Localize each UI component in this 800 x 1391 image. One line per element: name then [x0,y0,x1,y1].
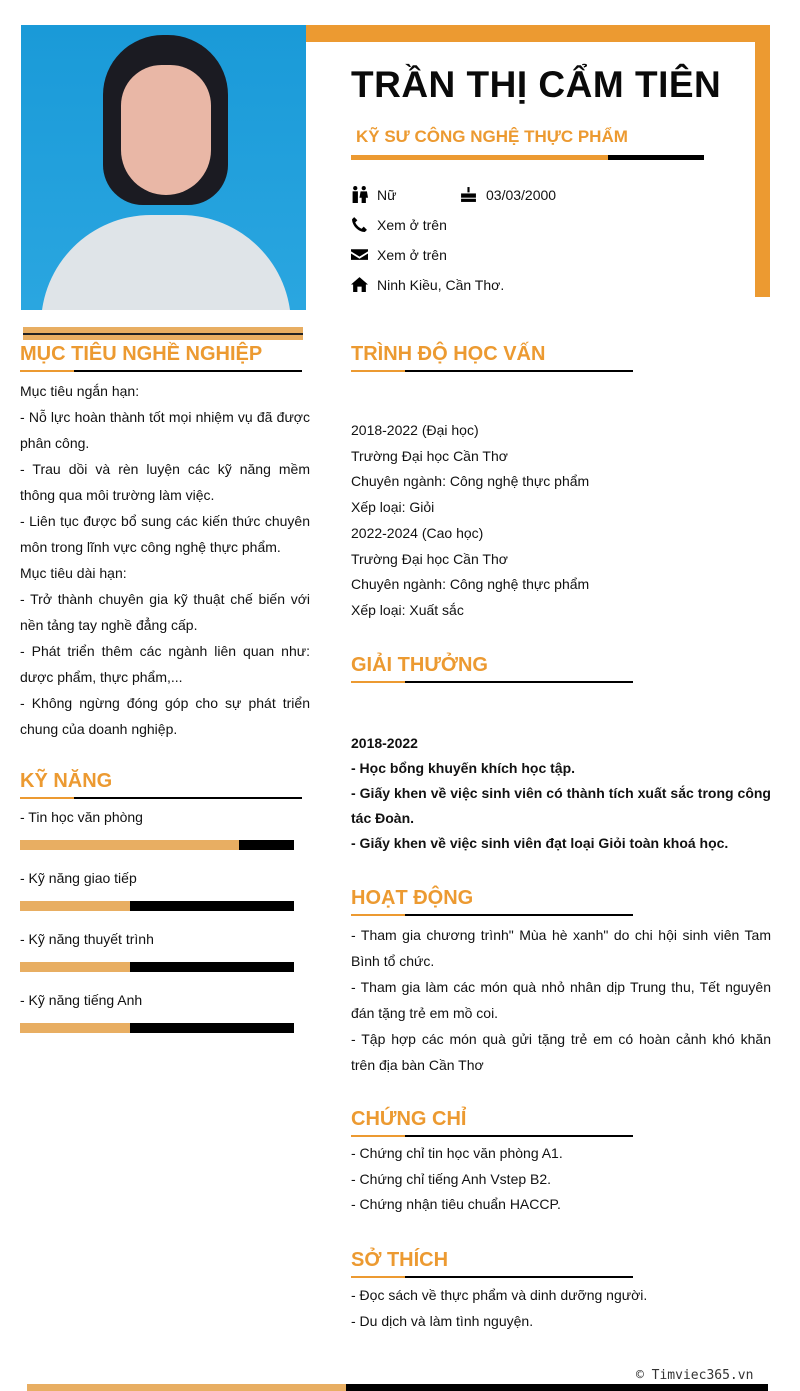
skill-item [20,870,310,911]
section-underline [351,370,633,372]
text-line: - Trau dồi và rèn luyện các kỹ năng mềm thông qua môi trường làm việc. [20,461,310,503]
section-title: CHỨNG CHỈ [351,1108,467,1130]
birthday-value: 03/03/2000 [486,186,557,203]
text-line: - Trở thành chuyên gia kỹ thuật chế biến với nền tảng tay nghề đẳng cấp. [20,591,310,633]
bottom-bar [27,1384,768,1391]
text-line: - Học bổng khuyến khích học tập. [351,760,576,776]
title-divider [351,155,704,160]
gender-value: Nữ [377,186,397,203]
activities-section [351,887,771,1078]
text-line: Chuyên ngành: Công nghệ thực phẩm [351,576,590,593]
text-line: - Đọc sách về thực phẩm và dinh dưỡng người. [351,1287,648,1303]
birthday-row [460,186,556,203]
phone-row [351,216,447,233]
left-divider [23,327,303,340]
text-line: - Nỗ lực hoàn thành tốt mọi nhiệm vụ đã được phân công. [20,409,310,451]
section-underline [351,1276,633,1278]
text-line: - Chứng chỉ tin học văn phòng A1. [351,1145,563,1161]
birthday-cake-icon [460,186,477,203]
address-row [351,276,504,293]
skill-label: - Kỹ năng tiếng Anh [20,992,143,1008]
text-line: Mục tiêu ngắn hạn: [20,383,140,399]
address-value: Ninh Kiều, Cần Thơ. [377,276,505,293]
text-line: Trường Đại học Cần Thơ [351,447,508,464]
skill-item [20,931,310,972]
frame-right [755,25,770,297]
education-section [351,343,771,624]
email-value: Xem ở trên [377,246,447,263]
objective-section [20,343,310,742]
skill-item [20,992,310,1033]
phone-value: Xem ở trên [377,216,447,233]
email-row [351,246,447,263]
envelope-icon [351,246,368,263]
skill-label: - Kỹ năng thuyết trình [20,931,154,947]
text-line: Mục tiêu dài hạn: [20,565,127,581]
text-line: - Liên tục được bổ sung các kiến thức chuyên môn trong lĩnh vực công nghệ thực phẩm. [20,513,310,555]
section-underline [20,370,302,372]
text-line: - Không ngừng đóng góp cho sự phát triển chung của doanh nghiệp. [20,695,310,737]
job-title: KỸ SƯ CÔNG NGHỆ THỰC PHẨM [356,127,628,146]
skill-label: - Kỹ năng giao tiếp [20,870,137,886]
text-line: Chuyên ngành: Công nghệ thực phẩm [351,473,590,490]
text-line: 2022-2024 (Cao học) [351,524,484,541]
text-line: Xếp loại: Giỏi [351,499,435,516]
text-line: 2018-2022 [351,735,418,751]
text-line: - Du dịch và làm tình nguyện. [351,1313,534,1329]
section-underline [351,1135,633,1137]
phone-icon [351,216,368,233]
text-line: - Tham gia làm các món quà nhỏ nhân dịp Trung thu, Tết nguyên đán tặng trẻ em mồ coi. [351,979,771,1021]
home-icon [351,276,368,293]
candidate-name: TRẦN THỊ CẨM TIÊN [351,64,722,105]
section-underline [20,797,302,799]
text-line: - Chứng nhận tiêu chuẩn HACCP. [351,1196,561,1212]
section-title: MỤC TIÊU NGHỀ NGHIỆP [20,343,263,365]
section-title: HOẠT ĐỘNG [351,887,474,909]
skill-level-bar [20,901,294,911]
text-line: - Tham gia chương trình" Mùa hè xanh" do chi hội sinh viên Tam Bình tổ chức. [351,927,771,969]
text-line: - Phát triển thêm các ngành liên quan như: dược phẩm, thực phẩm,... [20,643,310,685]
skill-level-bar [20,962,294,972]
section-title: KỸ NĂNG [20,770,113,792]
text-line: Trường Đại học Cần Thơ [351,550,508,567]
skill-item [20,809,310,850]
gender-row [351,186,396,203]
text-line: - Giấy khen về việc sinh viên có thành tích xuất sắc trong công tác Đoàn. [351,785,771,826]
skill-level-bar [20,840,294,850]
text-line: Xếp loại: Xuất sắc [351,601,464,618]
footer-credit: © Timviec365.vn [636,1368,754,1383]
hobbies-section [351,1249,771,1334]
frame-top [306,25,770,42]
text-line: - Tập hợp các món quà gửi tặng trẻ em có hoàn cảnh khó khăn trên địa bàn Cần Thơ [351,1031,771,1073]
profile-photo [21,25,306,310]
skill-level-bar [20,1023,294,1033]
text-line: - Giấy khen về việc sinh viên đạt loại Giỏi toàn khoá học. [351,835,729,851]
skills-section [20,770,310,1033]
text-line: 2018-2022 (Đại học) [351,422,479,438]
section-underline [351,681,633,683]
section-underline [351,914,633,916]
section-title: TRÌNH ĐỘ HỌC VẤN [351,343,546,365]
skill-label: - Tin học văn phòng [20,809,143,825]
awards-section [351,654,771,856]
text-line: - Chứng chỉ tiếng Anh Vstep B2. [351,1170,552,1187]
section-title: SỞ THÍCH [351,1249,449,1271]
section-title: GIẢI THƯỞNG [351,654,488,676]
certificates-section [351,1108,771,1218]
gender-icon [351,186,368,203]
